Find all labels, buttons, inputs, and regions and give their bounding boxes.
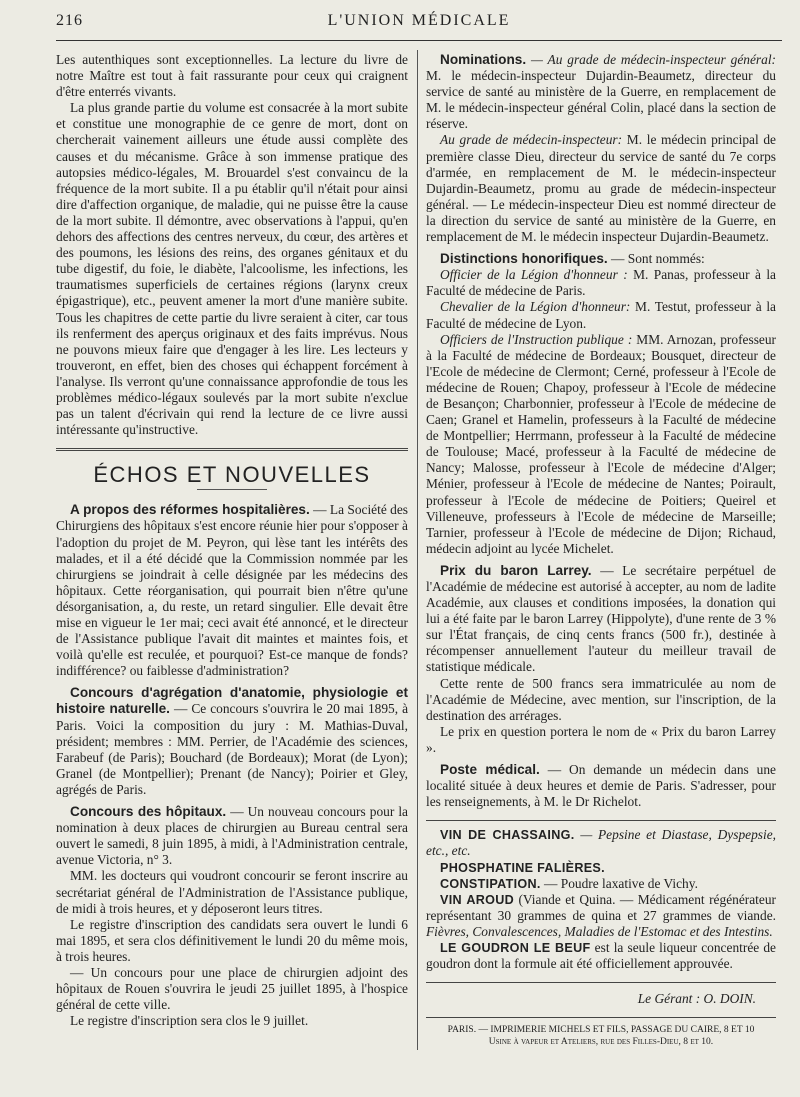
printer-imprint: PARIS. — IMPRIMERIE MICHELS ET FILS, PASSAGE DU CAIRE, 8 ET 10 Usine à vapeur et Ateliers, rue des Filles-Dieu, 8 et 10.	[426, 1017, 776, 1048]
news-paragraph: Officiers de l'Instruction publique : MM. Arnozan, professeur à la Faculté de médecine de Bordeaux; Bousquet, directeur de l'Ecole de médecine de Clermont; Cerné, professeur à l'Ecole de médecine de Rouen; Chapoy, professeur à l'Ecole de médecine de Besançon; Charbonnier, professeur à l'Ecole de médecine de Caen; Granel et Hamelin, professeurs à la Faculté de médecine de Montpellier; Herrmann, professeur à la Faculté de médecine de Toulouse; Macé, professeur à la Faculté de médecine de Nancy; Malosse, professeur à l'Ecole de médecine d'Alger; Ménier, professeur à l'Ecole de médecine de Nantes; Poirault, professeur à l'Ecole de médecine de Poitiers; Queirel et Villeneuve, professeurs à l'Ecole de médecine de Marseille; Tarnier, professeur à l'Ecole de médecine de Dijon; Richaud, médecin adjoint au lycée Michelet.	[426, 331, 777, 556]
news-heading: Nominations.	[440, 52, 527, 67]
news-paragraph: — Un concours pour une place de chirurgien adjoint des hôpitaux de Rouen s'ouvrira le jeudi 25 juillet 1895, à l'hospice général de cette ville.	[56, 964, 408, 1013]
news-heading: Concours d'agrégation d'anatomie, physiologie et histoire naturelle.	[56, 685, 408, 717]
news-paragraph: Chevalier de la Légion d'honneur: M. Testut, professeur à la Faculté de médecine de Lyon.	[426, 299, 776, 331]
news-paragraph: Cette rente de 500 francs sera immatriculée au nom de l'Académie de Médecine, avec mention, sur l'inscription, de la destination des arrérages.	[426, 675, 776, 723]
footer-separator	[426, 982, 776, 983]
gerant-signature: Le Gérant : O. DOIN.	[637, 991, 756, 1007]
news-heading: Distinctions honorifiques.	[440, 251, 608, 267]
title-underline	[197, 489, 267, 490]
news-heading: A propos des réformes hospitalières.	[70, 502, 310, 518]
advertisement: CONSTIPATION. — Poudre laxative de Vichy.	[440, 875, 698, 891]
news-paragraph: Le registre d'inscription sera clos le 9 juillet.	[70, 1013, 309, 1029]
advertisement: VIN AROUD (Viande et Quina. — Médicament régénérateur représentant 30 grammes de quina et 27 grammes de viande. Fièvres, Convalescences, Maladies de l'Estomac et des Intestins.	[426, 891, 776, 939]
news-paragraph: Au grade de médecin-inspecteur: M. le médecin principal de première classe Dieu, directeur du service de santé du 7e corps d'armée, en remplacement de M. le médecin-inspecteur Dujardin-Beaumetz, promu au grade de médecin-inspecteur général. — Le médecin-inspecteur Dieu est nommé directeur de la direction du service de santé au ministère de la Guerre, en remplacement de M. le médecin inspecteur Dujardin-Beaumetz.	[426, 132, 777, 245]
ads-separator	[426, 820, 776, 821]
review-paragraph: Les autenthiques sont exceptionnelles. La lecture du livre de notre Maître est tout à fait rassurante pour ceux qui craignent d'être enterrés vivants.	[56, 52, 408, 100]
header-rule	[56, 40, 782, 41]
journal-title: L'UNION MÉDICALE	[327, 12, 511, 29]
news-item: A propos des réformes hospitalières. — La Société des Chirurgiens des hôpitaux s'est encore réunie hier pour s'opposer à l'adoption du projet de M. Peyron, qui lèse tant les intérêts des malades, et il a été décidé que la Commission nommée par les chirurgiens se joindrait à celle désignée par les médecins des hôpitaux. Cette réorganisation, qui pourrait bien n'être qu'une désorganisation, a, du reste, un retard singulier. Elle devait être mise en vigueur le 1er mai; ceci avait été annoncé, et le directeur de l'Assistance publique l'avait dit maintes et maintes fois, et voilà qu'elle est reculée, et pourquoi? Est-ce manque de fonds? indifférence? ou faiblesse d'administration?	[56, 502, 408, 679]
news-paragraph: Officier de la Légion d'honneur : M. Panas, professeur à la Faculté de médecine de Paris.	[426, 267, 776, 299]
news-heading: Concours des hôpitaux.	[70, 804, 227, 820]
column-divider	[417, 50, 418, 1050]
news-paragraph: Le registre d'inscription des candidats sera ouvert le lundi 6 mai 1895, et sera clos définitivement le lundi 20 du même mois, à trois heures.	[56, 916, 408, 964]
review-paragraph: La plus grande partie du volume est consacrée à la mort subite et constitue une monographie de ce genre de mort, dont on chercherait vainement ailleurs une étude aussi complète des causes et du mécanisme. Grâce à son immense pratique des autopsies médico-légales, M. Brouardel s'est convaincu de la fréquence de la mort subite. Il a pu établir qu'il n'était pour ainsi dire d'affection organique, de maladie, qui ne puisse être la cause de la mort subite. Il démontre, avec observations à l'appui, qu'en dehors des affections des centres nerveux, du cœur, des artères et des poumons, les lésions des reins, des organes génitaux et du tube digestif, du foie, le diabète, l'alcoolisme, les infections, les traumatismes superficiels de certaines régions (larynx creux épigastrique), etc., peuvent amener la mort d'une manière subite. Tous les chapitres de cette partie du livre seraient à citer, car tous ils renferment des aperçus originaux et des faits imprévus. Nous ne pouvons mieux faire que d'engager à les lire. Les lecteurs y trouveront, en effet, bien des choses qui échappent forcément à l'analyse. Ils verront qu'une connaissance approfondie de tous les problèmes médico-légaux soulevés par la mort subite n'exclue pas un talent d'écrivain qui rend la lecture de ce livre aussi intéressante qu'instructive.	[56, 100, 408, 438]
advertisement: LE GOUDRON LE BEUF est la seule liqueur concentrée de goudron dont la formule ait été officiellement approuvée.	[426, 939, 776, 972]
news-item: Distinctions honorifiques. — Sont nommés:	[440, 251, 705, 267]
news-heading: Prix du baron Larrey.	[440, 562, 592, 578]
news-paragraph: MM. les docteurs qui voudront concourir se feront inscrire au secrétariat général de l'Administration de l'Assistance publique, de midi à trois heures, et y déposeront leurs titres.	[56, 868, 408, 916]
section-title: ÉCHOS ET NOUVELLES	[93, 462, 371, 488]
news-heading: Poste médical.	[440, 762, 540, 778]
news-item: Concours d'agrégation d'anatomie, physiologie et histoire naturelle. — Ce concours s'ouvrira le 20 mai 1895, à Paris. Voici la composition du jury : M. Mathias-Duval, président; membres : MM. Perrier, de l'Académie des sciences, Farabeuf (de Paris); Bouchard (de Bordeaux); Morat (de Lyon); Granel (de Montpellier); Prenant (de Nancy); Poirier et Gley, agrégés de Paris.	[56, 685, 409, 797]
product-name: PHOSPHATINE FALIÈRES.	[440, 860, 605, 875]
product-name: VIN DE CHASSAING.	[440, 828, 575, 843]
news-item: Prix du baron Larrey. — Le secrétaire perpétuel de l'Académie de médecine est autorisé à accepter, au nom de ladite Académie, aux clauses et conditions imposées, la donation qui lui a été faite par le baron Larrey (Hippolyte), d'une rente de 3 % sur l'État français, de cinq cents francs (500 fr.), destinée à récompenser annuellement l'auteur du meilleur travail de statistique médicale.	[426, 562, 776, 675]
product-name: LE GOUDRON LE BEUF	[440, 940, 591, 955]
news-paragraph: Le prix en question portera le nom de « Prix du baron Larrey ».	[426, 723, 776, 755]
page-number: 216	[56, 12, 83, 29]
news-item: Concours des hôpitaux. — Un nouveau concours pour la nomination à deux places de chirurgien au Bureau central sera ouvert le samedi, 8 juin 1895, à midi, à l'Administration centrale, avenue Victoria, n° 3.	[56, 804, 408, 868]
advertisement: VIN DE CHASSAING. — Pepsine et Diastase, Dyspepsie, etc., etc.	[426, 827, 777, 859]
news-item: Nominations. — Au grade de médecin-inspecteur général: M. le médecin-inspecteur Dujardin-Beaumetz, directeur du service de santé au ministère de la Guerre, en remplacement de M. le médecin-inspecteur général Colin, placé dans la section de réserve.	[426, 52, 776, 132]
left-column	[56, 52, 408, 1029]
product-name: VIN AROUD	[440, 892, 515, 907]
advertisement	[426, 860, 776, 876]
section-double-rule	[56, 448, 408, 451]
product-name: CONSTIPATION.	[440, 876, 541, 891]
running-header	[56, 12, 782, 36]
right-column	[426, 52, 776, 1048]
news-item: Poste médical. — On demande un médecin dans une localité située à deux heures et demie de Paris. S'adresser, pour les renseignements, à M. le Dr Richelot.	[426, 762, 776, 810]
